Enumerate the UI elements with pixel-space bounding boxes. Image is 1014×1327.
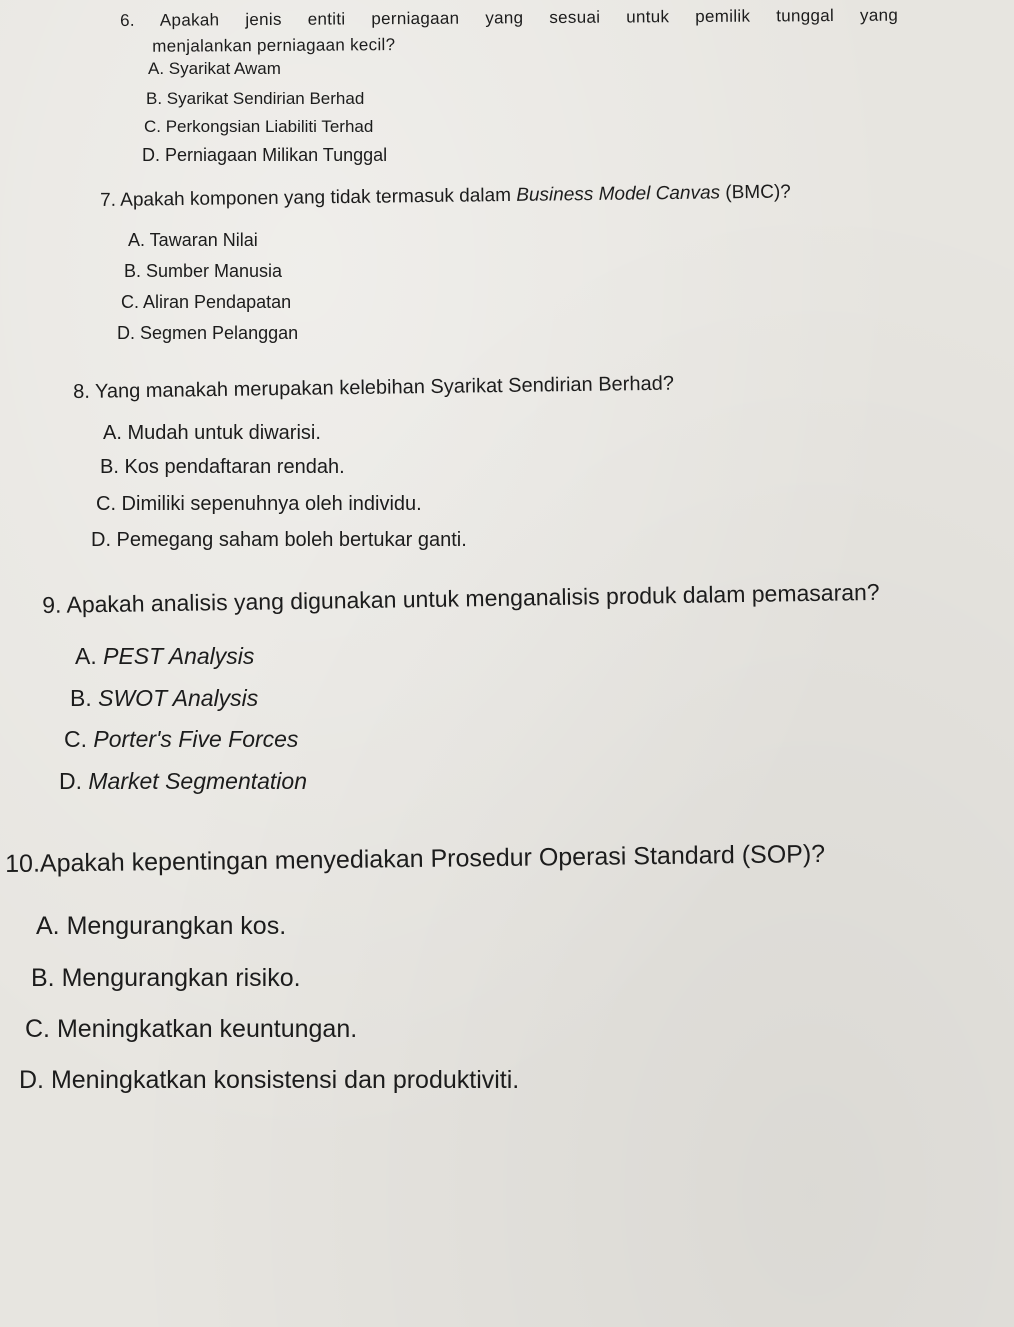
question-9-text: Apakah analisis yang digunakan untuk menganalisis produk dalam pemasaran?	[66, 578, 880, 618]
question-9-option-b-letter: B.	[70, 685, 92, 711]
question-9-option-d[interactable]	[59, 768, 307, 794]
question-6-line-1	[120, 3, 898, 34]
question-7-number: 7.	[100, 189, 117, 211]
question-9-option-b-text: SWOT Analysis	[98, 685, 259, 711]
question-7-text-italic: Business Model Canvas	[516, 182, 721, 206]
question-10-option-b[interactable]: B. Mengurangkan risiko.	[31, 964, 301, 992]
question-6-option-d[interactable]: D. Perniagaan Milikan Tunggal	[142, 145, 388, 165]
question-9-option-d-text: Market Segmentation	[88, 768, 308, 794]
question-8-option-a[interactable]: A. Mudah untuk diwarisi.	[103, 422, 321, 444]
question-9	[42, 579, 880, 619]
question-6	[120, 3, 900, 60]
question-9-option-a-letter: A.	[75, 643, 97, 669]
question-10-text: Apakah kepentingan menyediakan Prosedur Operasi Standard (SOP)?	[39, 839, 826, 878]
question-9-option-c-text: Porter's Five Forces	[93, 726, 299, 752]
question-9-option-d-letter: D.	[59, 768, 82, 794]
question-6-text-2: menjalankan perniagaan kecil?	[152, 35, 396, 56]
question-9-option-c-letter: C.	[64, 726, 87, 752]
question-6-text-1: Apakah jenis entiti perniagaan yang sesuai untuk pemilik tunggal yang	[159, 5, 899, 30]
question-6-option-c[interactable]: C. Perkongsian Liabiliti Terhad	[144, 117, 374, 136]
question-9-option-a[interactable]	[75, 643, 254, 669]
question-8-number: 8.	[73, 380, 90, 403]
question-7-text-after: (BMC)?	[725, 181, 791, 204]
question-8	[73, 373, 674, 404]
question-9-option-a-text: PEST Analysis	[103, 643, 255, 669]
question-10-option-c[interactable]: C. Meningkatkan keuntungan.	[25, 1015, 358, 1043]
question-7	[100, 182, 791, 212]
question-6-number: 6.	[120, 10, 135, 30]
question-9-option-c[interactable]	[64, 726, 298, 752]
question-7-option-b[interactable]: B. Sumber Manusia	[124, 261, 283, 281]
question-10-option-a[interactable]: A. Mengurangkan kos.	[36, 912, 287, 940]
question-8-option-d[interactable]: D. Pemegang saham boleh bertukar ganti.	[91, 529, 467, 551]
question-6-option-a[interactable]: A. Syarikat Awam	[148, 59, 281, 78]
question-8-option-c[interactable]: C. Dimiliki sepenuhnya oleh individu.	[96, 493, 422, 515]
question-10-number: 10.	[5, 849, 41, 878]
question-6-option-b[interactable]: B. Syarikat Sendirian Berhad	[146, 89, 365, 108]
question-10-option-d[interactable]: D. Meningkatkan konsistensi dan produktiviti.	[19, 1066, 520, 1094]
question-7-text-before: Apakah komponen yang tidak termasuk dalam	[120, 184, 512, 211]
question-7-option-d[interactable]: D. Segmen Pelanggan	[117, 323, 299, 343]
question-10	[5, 840, 825, 879]
question-8-option-b[interactable]: B. Kos pendaftaran rendah.	[100, 456, 345, 478]
question-9-option-b[interactable]	[70, 685, 258, 711]
question-7-option-c[interactable]: C. Aliran Pendapatan	[121, 292, 292, 312]
question-8-text: Yang manakah merupakan kelebihan Syarikat Sendirian Berhad?	[94, 372, 675, 403]
question-9-number: 9.	[42, 591, 62, 618]
question-7-option-a[interactable]: A. Tawaran Nilai	[128, 230, 258, 250]
